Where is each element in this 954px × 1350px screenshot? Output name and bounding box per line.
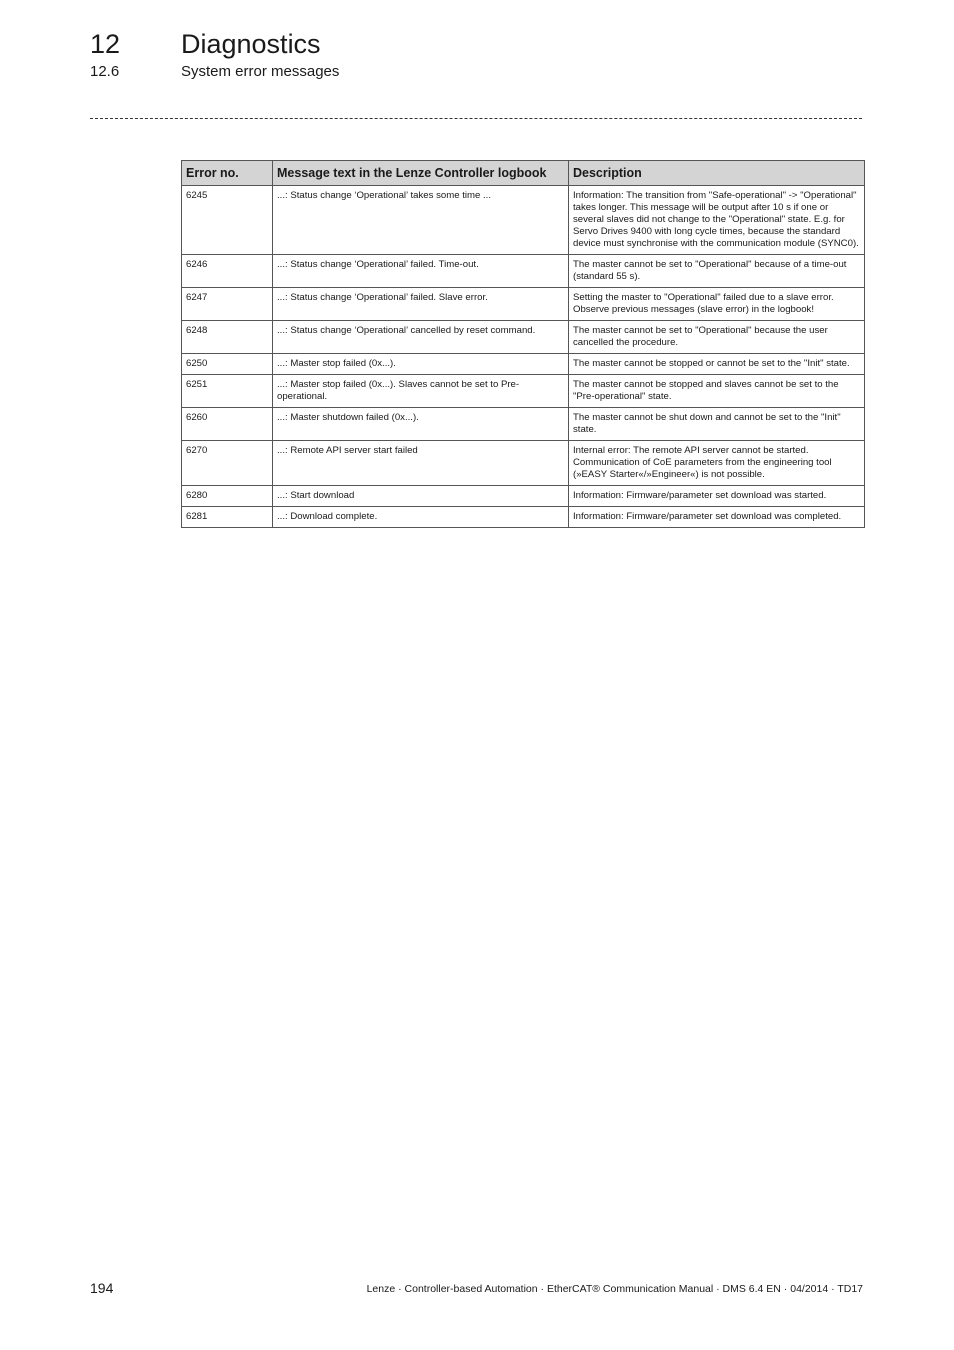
message-cell: ...: Status change ‘Operational’ takes some time ...: [273, 186, 569, 255]
table-row: [182, 441, 865, 486]
table-row: [182, 486, 865, 507]
error-no-cell: 6280: [182, 486, 273, 507]
error-no-cell: 6248: [182, 321, 273, 354]
error-no-cell: 6251: [182, 375, 273, 408]
description-cell: The master cannot be shut down and cannot be set to the "Init" state.: [569, 408, 865, 441]
column-header-message: Message text in the Lenze Controller logbook: [273, 161, 569, 186]
message-cell: ...: Download complete.: [273, 507, 569, 528]
error-no-cell: 6247: [182, 288, 273, 321]
table-row: [182, 255, 865, 288]
header-divider: [90, 118, 862, 119]
chapter-number: 12: [90, 29, 121, 59]
message-cell: ...: Status change ‘Operational’ cancelled by reset command.: [273, 321, 569, 354]
description-cell: Information: Firmware/parameter set download was completed.: [569, 507, 865, 528]
message-cell: ...: Master shutdown failed (0x...).: [273, 408, 569, 441]
section-title: System error messages: [181, 63, 340, 80]
error-no-cell: 6246: [182, 255, 273, 288]
description-cell: The master cannot be stopped and slaves cannot be set to the "Pre-operational" state.: [569, 375, 865, 408]
description-cell: Information: Firmware/parameter set download was started.: [569, 486, 865, 507]
error-messages-table: [181, 160, 865, 528]
description-cell: The master cannot be set to "Operational" because the user cancelled the procedure.: [569, 321, 865, 354]
table-row: [182, 408, 865, 441]
message-cell: ...: Remote API server start failed: [273, 441, 569, 486]
column-header-error-no: Error no.: [182, 161, 273, 186]
column-header-description: Description: [569, 161, 865, 186]
table-row: [182, 186, 865, 255]
table-header-row: [182, 161, 865, 186]
footer-doc-info: Lenze · Controller-based Automation · EtherCAT® Communication Manual · DMS 6.4 EN · 04/2014 · TD17: [366, 1283, 863, 1295]
error-no-cell: 6281: [182, 507, 273, 528]
section-number: 12.6: [90, 63, 120, 80]
description-cell: Setting the master to "Operational" failed due to a slave error. Observe previous messages (slave error) in the logbook!: [569, 288, 865, 321]
page-number: 194: [90, 1280, 114, 1296]
table-row: [182, 507, 865, 528]
error-no-cell: 6270: [182, 441, 273, 486]
description-cell: Information: The transition from "Safe-operational" -> "Operational" takes longer. This message will be output after 10 s if one or several slaves did not change to the "Operational" state. E.g. for Servo Drives 9400 with long cycle times, because the standard device must synchronise with the communication module (SYNC0).: [569, 186, 865, 255]
message-cell: ...: Status change ‘Operational’ failed. Slave error.: [273, 288, 569, 321]
error-no-cell: 6260: [182, 408, 273, 441]
description-cell: The master cannot be set to "Operational" because of a time-out (standard 55 s).: [569, 255, 865, 288]
error-no-cell: 6245: [182, 186, 273, 255]
table-row: [182, 375, 865, 408]
chapter-title: Diagnostics: [181, 29, 321, 59]
table-row: [182, 288, 865, 321]
message-cell: ...: Start download: [273, 486, 569, 507]
table-row: [182, 354, 865, 375]
description-cell: Internal error: The remote API server cannot be started. Communication of CoE parameters from the engineering tool (»EASY Starter«/»Engineer«) is not possible.: [569, 441, 865, 486]
message-cell: ...: Status change ‘Operational’ failed. Time-out.: [273, 255, 569, 288]
message-cell: ...: Master stop failed (0x...).: [273, 354, 569, 375]
table-row: [182, 321, 865, 354]
error-no-cell: 6250: [182, 354, 273, 375]
description-cell: The master cannot be stopped or cannot be set to the "Init" state.: [569, 354, 865, 375]
message-cell: ...: Master stop failed (0x...). Slaves cannot be set to Pre-operational.: [273, 375, 569, 408]
